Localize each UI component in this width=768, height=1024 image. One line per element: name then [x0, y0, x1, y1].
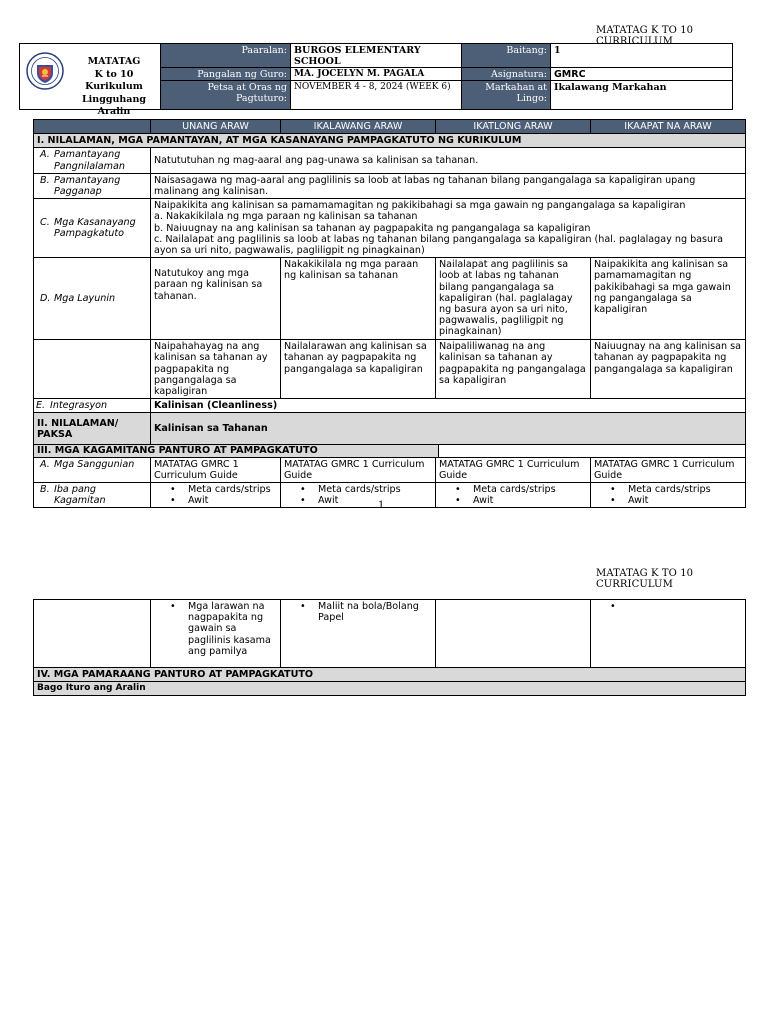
baitang-label: Baitang: — [462, 44, 550, 67]
guro-value: MA. JOCELYN M. PAGALA — [294, 69, 425, 79]
row-c-content — [151, 199, 746, 258]
d-row2-day2: Nailalarawan ang kalinisan sa tahanan ay pagpapakita ng pangangalaga sa kapaligiran — [281, 340, 436, 399]
deped-seal-logo — [26, 52, 64, 90]
list-item: • Awit — [628, 495, 742, 506]
day-header-1: UNANG ARAW — [151, 120, 281, 134]
lesson-plan-table-continued — [33, 599, 746, 696]
list-item: • Mga larawan na nagpapakita ng gawain sa paglilinis kasama ang pamilya — [188, 601, 277, 657]
running-header: MATATAG K TO 10 CURRICULUM — [596, 25, 694, 47]
list-item: • Meta cards/strips — [188, 484, 277, 495]
d-row1-day1: Natutukoy ang mga paraan ng kalinisan sa tahanan. — [151, 258, 281, 340]
cont-day2 — [281, 600, 436, 668]
paaralan-label: Paaralan: — [161, 44, 290, 67]
day-header-4: IKAAPAT NA ARAW — [591, 120, 746, 134]
title-line-1: MATATAG — [87, 56, 141, 67]
day-header-2: IKALAWANG ARAW — [281, 120, 436, 134]
d-row2-day1: Naipahahayag na ang kalinisan sa tahanan ay pagpapakita ng pangangalaga sa kapaligiran — [151, 340, 281, 399]
list-item: • Meta cards/strips — [628, 484, 742, 495]
running-header-page-2: MATATAG K TO 10 CURRICULUM — [596, 568, 694, 590]
d-row2-day3: Naipaliliwanag na ang kalinisan sa tahanan ay pagpapakita ng pangangalaga sa kapaligiran — [436, 340, 591, 399]
day-header-row — [34, 120, 746, 134]
iba-day3 — [436, 483, 591, 508]
petsa-label: Petsa at Oras ng Pagtuturo: — [161, 81, 290, 109]
d-row1-day4: Naipakikita ang kalinisan sa pamamamagitan ng pakikibahagi sa mga gawain ng pangangalaga sa kapaligiran — [591, 258, 746, 340]
sanggunian-day2: MATATAG GMRC 1 Curriculum Guide — [281, 457, 436, 482]
list-item: • Meta cards/strips — [473, 484, 587, 495]
cont-day4 — [591, 600, 746, 668]
row-d-label: D. Mga Layunin — [34, 258, 151, 340]
list-item: • Meta cards/strips — [318, 484, 432, 495]
cont-day1 — [151, 600, 281, 668]
sanggunian-label: A. Mga Sanggunian — [34, 457, 151, 482]
bago-ituro-title: Bago Ituro ang Aralin — [34, 682, 746, 696]
row-e-label: E. Integrasyon — [34, 399, 151, 413]
asignatura-label: Asignatura: — [462, 68, 550, 80]
sanggunian-day4: MATATAG GMRC 1 Curriculum Guide — [591, 457, 746, 482]
title-line-2: K to 10 Kurikulum — [85, 68, 143, 92]
c-line-1: Naipakikita ang kalinisan sa pamamamagitan ng pakikibahagi sa mga gawain ng pangangalaga sa kapaligiran — [154, 200, 686, 212]
guro-label: Pangalan ng Guro: — [161, 68, 290, 80]
list-item: • Awit — [318, 495, 432, 506]
day-header-3: IKATLONG ARAW — [436, 120, 591, 134]
lesson-plan-table — [33, 119, 746, 508]
asignatura-value: GMRC — [554, 69, 586, 80]
section-1-title: I. NILALAMAN, MGA PAMANTAYAN, AT MGA KASANAYANG PAMPAGKATUTO NG KURIKULUM — [34, 134, 746, 148]
paaralan-value: BURGOS ELEMENTARY SCHOOL — [294, 45, 421, 67]
row-b-label: B. Pamantayang Pagganap — [34, 173, 151, 198]
section-4-title: IV. MGA PAMARAANG PANTURO AT PAMPAGKATUTO — [34, 668, 746, 682]
list-item: • Maliit na bola/Bolang Papel — [318, 601, 432, 623]
d-row1-day3: Nailalapat ang paglilinis sa loob at labas ng tahanan bilang pangangalaga sa kapaligiran (hal. paglalagay ng basura ayon sa uri nito, pagwawalis, pagliligpit ng pinagkainan) — [436, 258, 591, 340]
cont-day3 — [436, 600, 591, 668]
c-line-3: b. Naiuugnay na ang kalinisan sa tahanan ay pagpapakita ng pangangalaga sa kapaligiran — [154, 222, 591, 234]
iba-label: B. Iba pang Kagamitan — [34, 483, 151, 508]
row-b-content: Naisasagawa ng mag-aaral ang paglilinis sa loob at labas ng tahanan bilang pangangalaga sa kapaligiran upang malinang ang kalinisan. — [151, 173, 746, 198]
markahan-value: Ikalawang Markahan — [554, 82, 667, 93]
title-line-3: Lingguhang Aralin — [82, 93, 146, 117]
row-e-content: Kalinisan (Cleanliness) — [151, 399, 746, 413]
sanggunian-day3: MATATAG GMRC 1 Curriculum Guide — [436, 457, 591, 482]
header-title — [68, 56, 160, 119]
iba-day2 — [281, 483, 436, 508]
row-a-label: A. Pamantayang Pangnilalaman — [34, 148, 151, 173]
d-row1-day2: Nakakikilala ng mga paraan ng kalinisan sa tahanan — [281, 258, 436, 340]
header-table — [19, 43, 733, 117]
sanggunian-day1: MATATAG GMRC 1 Curriculum Guide — [151, 457, 281, 482]
markahan-label: Markahan at Lingo: — [462, 81, 550, 109]
section-3-title: III. MGA KAGAMITANG PANTURO AT PAMPAGKATUTO — [34, 445, 439, 456]
c-line-4: c. Nailalapat ang paglilinis sa loob at labas ng tahanan bilang pangangalaga sa kapaligiran (hal. paglalagay ng basura ayon sa uri nito, pagwawalis, pagliligpit ng pinagkainan) — [154, 233, 723, 257]
iba-day4 — [591, 483, 746, 508]
list-item: • Awit — [188, 495, 277, 506]
iba-day1 — [151, 483, 281, 508]
section-2-label: II. NILALAMAN/ PAKSA — [34, 413, 151, 445]
row-c-label: C. Mga Kasanayang Pampagkatuto — [34, 199, 151, 258]
baitang-value: 1 — [554, 45, 561, 56]
page-number: 1 — [378, 500, 385, 511]
row-a-content: Natututuhan ng mag-aaral ang pag-unawa sa kalinisan sa tahanan. — [151, 148, 746, 173]
section-2-content: Kalinisan sa Tahanan — [151, 413, 746, 445]
c-line-2: a. Nakakikilala ng mga paraan ng kalinisan sa tahanan — [154, 211, 418, 223]
list-item: • Awit — [473, 495, 587, 506]
petsa-value: NOVEMBER 4 - 8, 2024 (WEEK 6) — [294, 82, 451, 92]
d-row2-day4: Naiuugnay na ang kalinisan sa tahanan ay pagpapakita ng pangangalaga sa kapaligiran — [591, 340, 746, 399]
